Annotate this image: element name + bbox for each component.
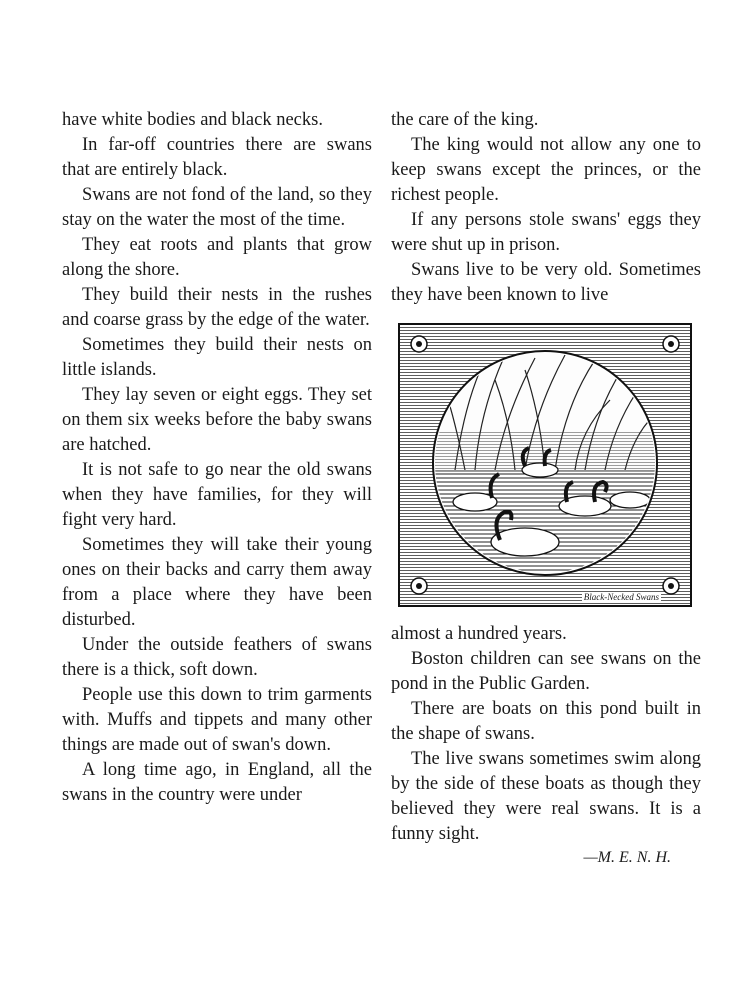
right-column — [391, 108, 701, 867]
left-column — [62, 108, 372, 808]
paragraph: In far-off countries there are swans that are entirely black. — [62, 135, 372, 180]
paragraph: Swans are not fond of the land, so they stay on the water the most of the time. — [62, 185, 372, 230]
paragraph: Swans live to be very old. Sometimes they have been known to live — [391, 260, 701, 305]
paragraph: Sometimes they will take their young ones on their backs and carry them away from a place where they have been disturbed. — [62, 535, 372, 630]
paragraph: Under the outside feathers of swans there is a thick, soft down. — [62, 635, 372, 680]
paragraph: They eat roots and plants that grow along the shore. — [62, 235, 372, 280]
paragraph: almost a hundred years. — [391, 624, 567, 644]
paragraph: They build their nests in the rushes and coarse grass by the edge of the water. — [62, 285, 372, 330]
paragraph: If any persons stole swans' eggs they were shut up in prison. — [391, 210, 701, 255]
paragraph: A long time ago, in England, all the swans in the country were under — [62, 760, 372, 805]
paragraph: Boston children can see swans on the pond in the Public Garden. — [391, 649, 701, 694]
paragraph: The live swans sometimes swim along by the side of these boats as though they believed they were real swans. It is a funny sight. — [391, 749, 701, 844]
paragraph: It is not safe to go near the old swans when they have families, for they will fight very hard. — [62, 460, 372, 530]
paragraph: Sometimes they build their nests on little islands. — [62, 335, 372, 380]
swan-illustration — [395, 320, 695, 610]
author-signature: —M. E. N. H. — [583, 849, 671, 866]
paragraph: have white bodies and black necks. — [62, 110, 323, 130]
paragraph: The king would not allow any one to keep swans except the princes, or the richest people. — [391, 135, 701, 205]
paragraph: the care of the king. — [391, 110, 539, 130]
paragraph: There are boats on this pond built in the shape of swans. — [391, 699, 701, 744]
illustration-caption: Black-Necked Swans — [583, 592, 659, 602]
paragraph: They lay seven or eight eggs. They set on them six weeks before the baby swans are hatched. — [62, 385, 372, 455]
swan-engraving-icon — [395, 320, 695, 610]
paragraph: People use this down to trim garments with. Muffs and tippets and many other things are made out of swan's down. — [62, 685, 372, 755]
